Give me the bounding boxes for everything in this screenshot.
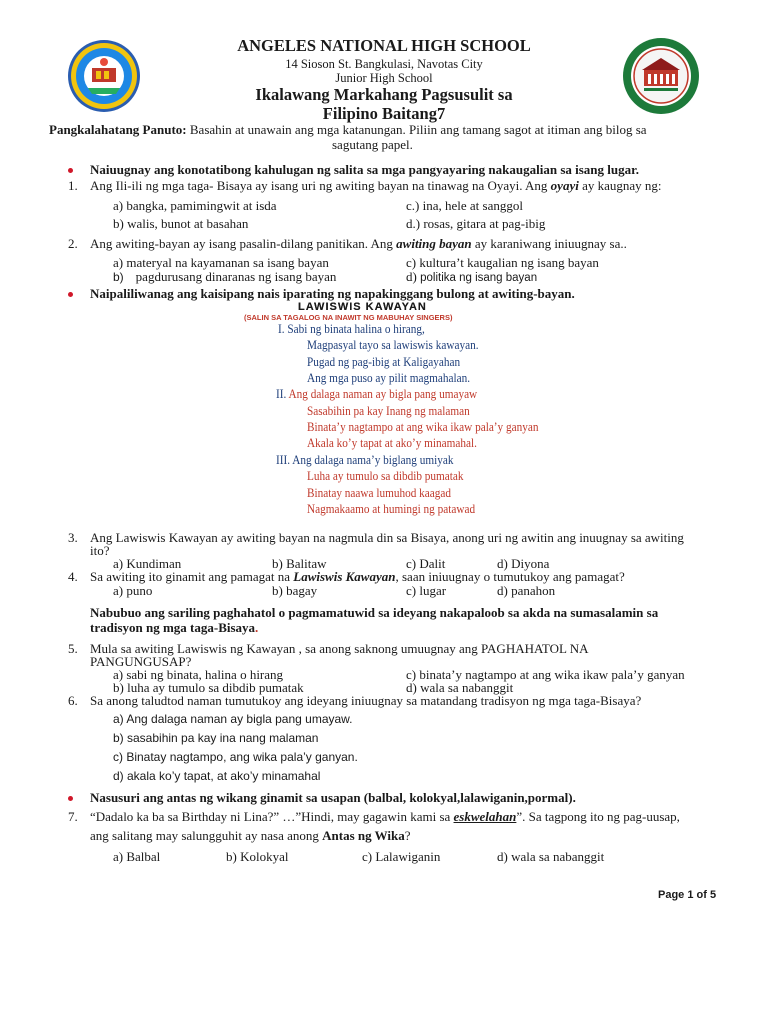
stanza3-line2: Luha ay tumulo sa dibdib pumatak	[307, 469, 464, 483]
q3-option-a[interactable]: a) Kundiman	[113, 556, 182, 571]
school-address: 14 Sioson St. Bangkulasi, Navotas City	[285, 57, 483, 71]
q2-option-a[interactable]: a) materyal na kayamanan sa isang bayan	[113, 255, 329, 270]
stanza3-line4: Nagmakaamo at humingi ng patawad	[307, 502, 476, 516]
stanza1-line1: I. Sabi ng binata halina o hirang,	[278, 322, 425, 336]
q7-option-c[interactable]: c) Lalawiganin	[362, 849, 441, 864]
school-level: Junior High School	[335, 71, 433, 85]
q1-number: 1.	[68, 178, 78, 193]
bullet-icon	[68, 796, 73, 801]
exam-title-line1: Ikalawang Markahang Pagsusulit sa	[255, 85, 513, 104]
stanza3-line1: III. Ang dalaga nama’y biglang umiyak	[276, 453, 454, 467]
q5-line1: Mula sa awiting Lawiswis ng Kawayan , sa anong saknong umuugnay ang PAGHAHATOL NA	[90, 641, 589, 656]
bullet-icon	[68, 292, 73, 297]
q2-option-d[interactable]: d) politika ng isang bayan	[406, 269, 538, 284]
competency-2: Naipaliliwanag ang kaisipang nais iparating ng napakinggang bulong at awiting-bayan.	[90, 286, 575, 301]
stanza2-line1: II. Ang dalaga naman ay bigla pang umayaw	[276, 387, 478, 401]
competency-3-line2: tradisyon ng mga taga-Bisaya.	[90, 620, 259, 635]
q3-option-b[interactable]: b) Balitaw	[272, 556, 327, 571]
q3-line2: ito?	[90, 543, 110, 558]
q7-line1: “Dadalo ka ba sa Birthday ni Lina?” …”Hindi, may gagawin kami sa eskwelahan”. Sa tagpong ito ng pag-uusap,	[90, 809, 680, 824]
q4-option-d[interactable]: d) panahon	[497, 583, 556, 598]
q6-option-c[interactable]: c) Binatay nagtampo, ang wika pala’y ganyan.	[113, 750, 358, 764]
stanza1-line2: Magpasyal tayo sa lawiswis kawayan.	[307, 338, 479, 352]
school-name: ANGELES NATIONAL HIGH SCHOOL	[237, 36, 531, 55]
q6-text: Sa anong taludtod naman tumutukoy ang ideyang iniuugnay sa matandang tradisyon ng mga taga-Bisaya?	[90, 693, 642, 708]
q5-option-a[interactable]: a) sabi ng binata, halina o hirang	[113, 667, 284, 682]
stanza1-line4: Ang mga puso ay pilit magmahalan.	[307, 371, 471, 385]
q7-keyword: eskwelahan	[453, 809, 517, 824]
q2-number: 2.	[68, 236, 78, 251]
stanza3-line3: Binatay naawa lumuhod kaagad	[307, 486, 452, 500]
q4-option-c[interactable]: c) lugar	[406, 583, 447, 598]
q2-text: Ang awiting-bayan ay isang pasalin-dilang panitikan. Ang awiting bayan ay karaniwang iniuugnay sa..	[90, 236, 627, 251]
q3-option-c[interactable]: c) Dalit	[406, 556, 446, 571]
instructions-line1	[49, 122, 647, 138]
q7-line2: ang salitang may salungguhit ay nasa anong Antas ng Wika?	[90, 828, 411, 843]
exam-title-line2: Filipino Baitang7	[322, 104, 446, 123]
q6-number: 6.	[68, 693, 78, 708]
q4-keyword: Lawiswis Kawayan	[293, 569, 396, 584]
q1-keyword: oyayi	[550, 178, 579, 193]
q7-number: 7.	[68, 809, 78, 824]
page-number: Page 1 of 5	[658, 889, 717, 901]
song-title: LAWISWIS KAWAYAN	[298, 301, 427, 313]
competency-3-line1: Nabubuo ang sariling paghahatol o pagmamatuwid sa ideyang nakapaloob sa akda na sumasalamin sa	[90, 605, 659, 620]
q1-option-a[interactable]: a) bangka, pamimingwit at isda	[113, 198, 277, 213]
stanza2-line2: Sasabihin pa kay Inang ng malaman	[307, 404, 470, 418]
q4-number: 4.	[68, 569, 78, 584]
q6-option-a[interactable]: a) Ang dalaga naman ay bigla pang umayaw.	[113, 712, 353, 726]
q7-option-b[interactable]: b) Kolokyal	[226, 849, 289, 864]
q1-option-c[interactable]: c.) ina, hele at sanggol	[406, 198, 523, 213]
instructions-line2: sagutang papel.	[332, 137, 413, 152]
song-subtitle: (SALIN SA TAGALOG NA INAWIT NG MABUHAY SINGERS)	[244, 313, 453, 322]
q3-number: 3.	[68, 530, 78, 545]
bullet-icon	[68, 168, 73, 173]
q5-number: 5.	[68, 641, 78, 656]
q7-option-d[interactable]: d) wala sa nabanggit	[497, 849, 605, 864]
stanza2-line4: Akala ko’y tapat at ako’y minamahal.	[307, 436, 477, 450]
q6-option-d[interactable]: d) akala ko’y tapat, at ako’y minamahal	[113, 769, 321, 783]
q5-line2: PANGUNGUSAP?	[90, 654, 192, 669]
q1-option-d[interactable]: d.) rosas, gitara at pag-ibig	[406, 216, 546, 231]
q2-option-c[interactable]: c) kultura’t kaugalian ng isang bayan	[406, 255, 599, 270]
q4-option-a[interactable]: a) puno	[113, 583, 153, 598]
q5-option-c[interactable]: c) binata’y nagtampo at ang wika ikaw pala’y ganyan	[406, 667, 685, 682]
instructions-label: Pangkalahatang Panuto:	[49, 122, 187, 137]
q6-option-b[interactable]: b) sasabihin pa kay ina nang malaman	[113, 731, 319, 745]
q3-line1: Ang Lawiswis Kawayan ay awiting bayan na nagmula din sa Bisaya, anong uri ng awitin ang inuugnay sa awiting	[90, 530, 684, 545]
q2-option-b[interactable]: b) pagdurusang dinaranas ng isang bayan	[113, 269, 337, 284]
stanza2-line3: Binata’y nagtampo at ang wika ikaw pala’y ganyan	[307, 420, 539, 434]
q5-option-b[interactable]: b) luha ay tumulo sa dibdib pumatak	[113, 680, 304, 695]
q4-text: Sa awiting ito ginamit ang pamagat na Lawiswis Kawayan, saan iniuugnay o tumutukoy ang pamagat?	[90, 569, 625, 584]
q2-keyword: awiting bayan	[396, 236, 472, 251]
q7-option-a[interactable]: a) Balbal	[113, 849, 161, 864]
q3-option-d[interactable]: d) Diyona	[497, 556, 550, 571]
stanza1-line3: Pugad ng pag-ibig at Kaligayahan	[307, 355, 461, 369]
q1-option-b[interactable]: b) walis, bunot at basahan	[113, 216, 249, 231]
instructions-text: Basahin at unawain ang mga katanungan. Piliin ang tamang sagot at itiman ang bilog sa	[186, 122, 647, 137]
q5-option-d[interactable]: d) wala sa nabanggit	[406, 680, 514, 695]
q1-text: Ang Ili-ili ng mga taga- Bisaya ay isang uri ng awiting bayan na tinawag na Oyayi. Ang oyayi ay kaugnay ng:	[90, 178, 662, 193]
q4-option-b[interactable]: b) bagay	[272, 583, 318, 598]
competency-4: Nasusuri ang antas ng wikang ginamit sa usapan (balbal, kolokyal,lalawiganin,pormal).	[90, 790, 576, 805]
competency-1: Naiuugnay ang konotatibong kahulugan ng salita sa mga pangyayaring nakaugalian sa isang lugar.	[90, 162, 639, 177]
